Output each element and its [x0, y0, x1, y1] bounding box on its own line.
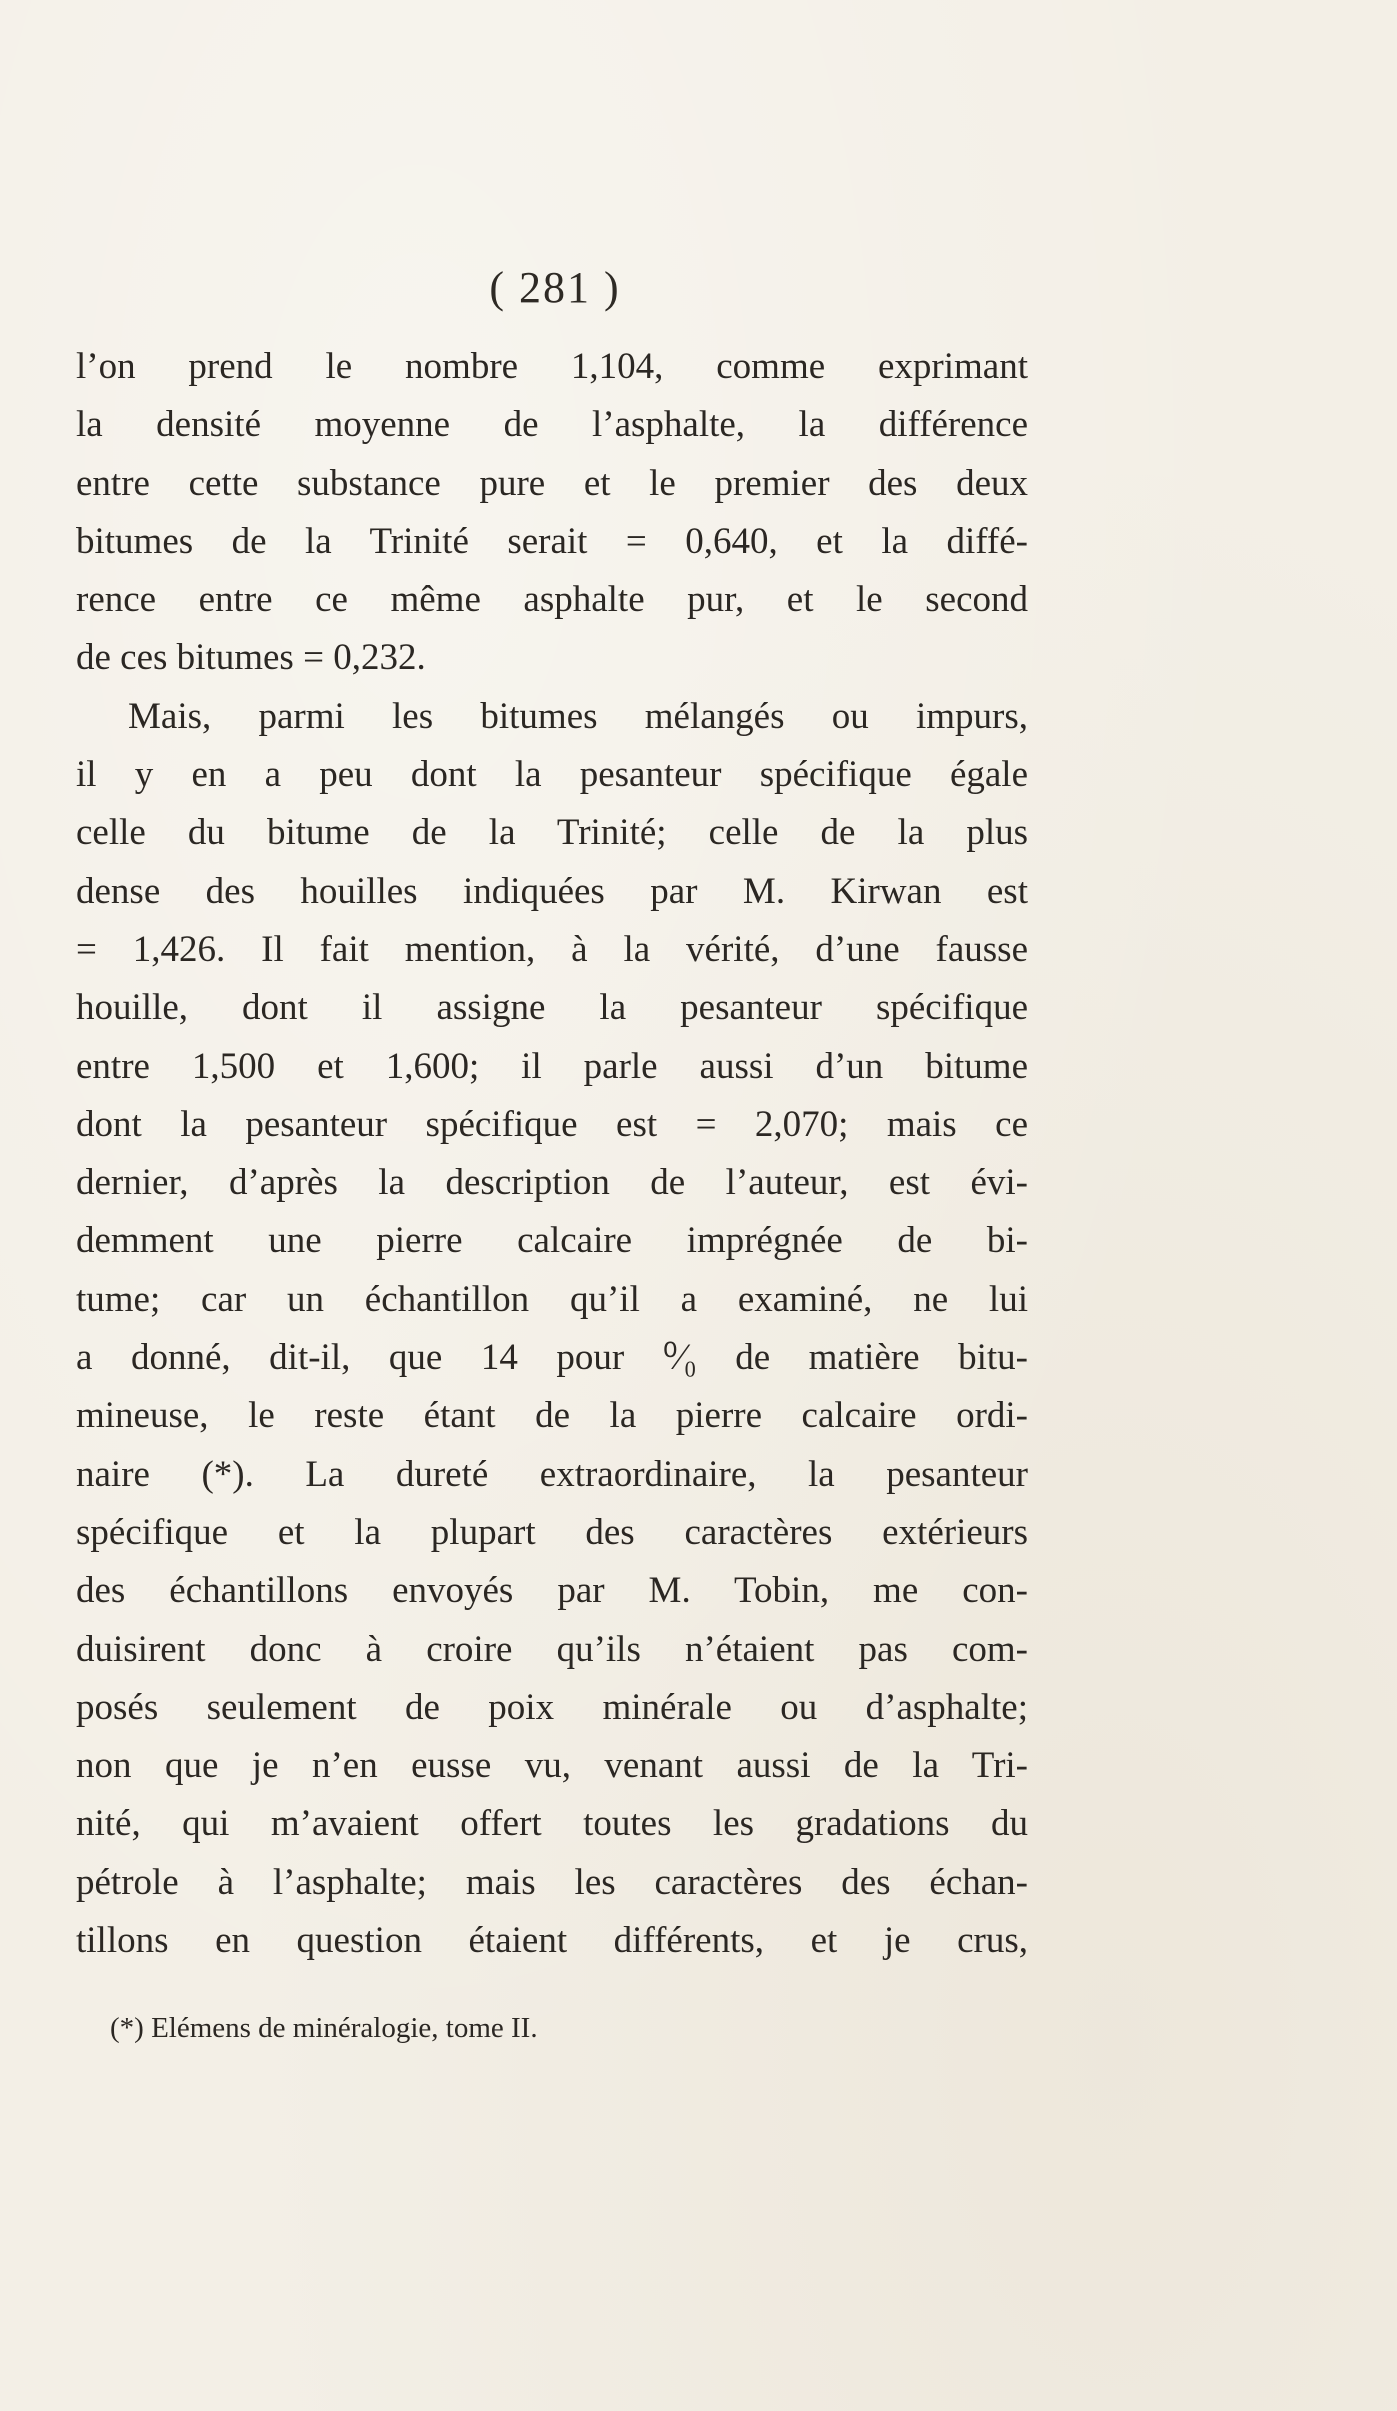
- text-line: dernier, d’après la description de l’auteur, est évi-: [76, 1162, 1028, 1204]
- text-line: naire (*). La dureté extraordinaire, la pesanteur: [76, 1453, 1028, 1495]
- text-line: = 1,426. Il fait mention, à la vérité, d’une fausse: [76, 928, 1028, 970]
- text-line: posés seulement de poix minérale ou d’asphalte;: [76, 1686, 1028, 1728]
- paragraph-start-line: Mais, parmi les bitumes mélangés ou impurs,: [128, 695, 1028, 737]
- text-line: des échantillons envoyés par M. Tobin, me con-: [76, 1570, 1028, 1612]
- text-line: pétrole à l’asphalte; mais les caractères des échan-: [76, 1861, 1028, 1903]
- text-line: rence entre ce même asphalte pur, et le second: [76, 579, 1028, 621]
- text-line: houille, dont il assigne la pesanteur spécifique: [76, 987, 1028, 1029]
- text-line: bitumes de la Trinité serait = 0,640, et la diffé-: [76, 520, 1028, 562]
- text-line: non que je n’en eusse vu, venant aussi de la Tri-: [76, 1745, 1028, 1787]
- text-line: a donné, dit-il, que 14 pour ⁰⁄₀ de matière bitu-: [76, 1337, 1028, 1379]
- text-line: de ces bitumes = 0,232.: [76, 637, 426, 679]
- text-line: dont la pesanteur spécifique est = 2,070; mais ce: [76, 1103, 1028, 1145]
- body-text: [76, 338, 1028, 1970]
- footnote: (*) Elémens de minéralogie, tome II.: [110, 2012, 538, 2044]
- text-line: entre 1,500 et 1,600; il parle aussi d’un bitume: [76, 1045, 1028, 1087]
- text-line: demment une pierre calcaire imprégnée de bi-: [76, 1220, 1028, 1262]
- text-line: duisirent donc à croire qu’ils n’étaient pas com-: [76, 1628, 1028, 1670]
- text-line: il y en a peu dont la pesanteur spécifique égale: [76, 754, 1028, 796]
- text-line: tume; car un échantillon qu’il a examiné, ne lui: [76, 1278, 1028, 1320]
- text-line: tillons en question étaient différents, et je crus,: [76, 1920, 1028, 1962]
- text-line: nité, qui m’avaient offert toutes les gradations du: [76, 1803, 1028, 1845]
- text-line: mineuse, le reste étant de la pierre calcaire ordi-: [76, 1395, 1028, 1437]
- text-line: spécifique et la plupart des caractères extérieurs: [76, 1511, 1028, 1553]
- text-line: la densité moyenne de l’asphalte, la différence: [76, 404, 1028, 446]
- text-line: celle du bitume de la Trinité; celle de la plus: [76, 812, 1028, 854]
- text-line: l’on prend le nombre 1,104, comme exprimant: [76, 346, 1028, 387]
- text-line: dense des houilles indiquées par M. Kirwan est: [76, 870, 1028, 912]
- page-number: ( 281 ): [489, 263, 621, 312]
- text-line: entre cette substance pure et le premier des deux: [76, 462, 1028, 504]
